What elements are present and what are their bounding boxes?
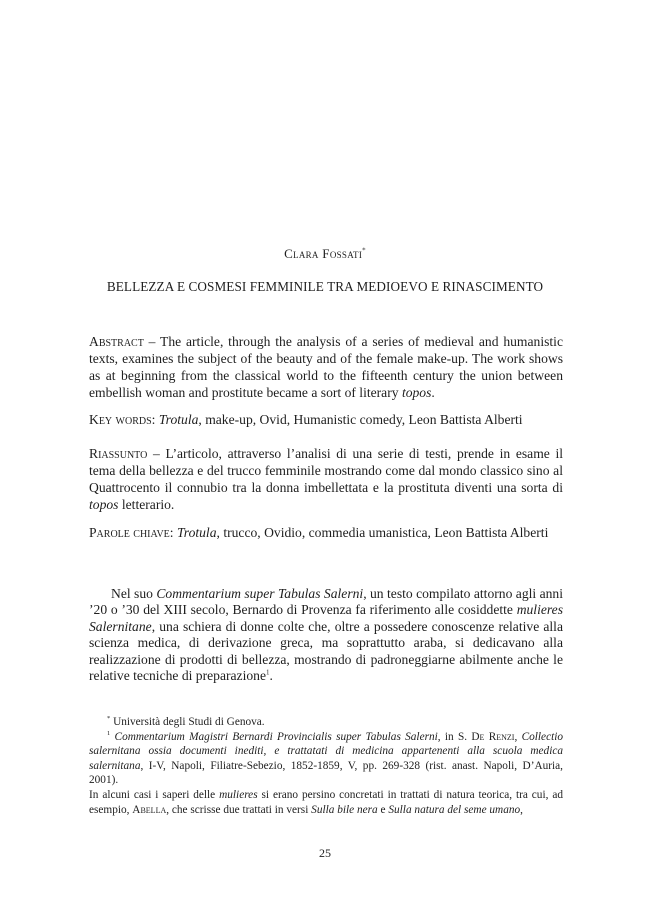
riassunto-paragraph [89,445,563,513]
riassunto-end: letterario. [118,497,175,512]
parole-chiave-paragraph [89,524,563,541]
body-text-b: , un testo compilato attorno agli anni ’20 o ’30 del XIII secolo, Bernardo di Provenza fa riferimento alle cosiddette [89,586,563,618]
footnote-1-text-e: si erano persino concretati in trattati di natura teorica, tra cui, ad esempio, [89,788,563,816]
footnote-1-bile-nera: Sulla bile nera [311,803,378,816]
body-text-c: , una schiera di donne colte che, oltre a possedere conoscenze relative alla scienza medica, di derivazione greca, ma soprattutto araba, si dedicavano alla realizzazione di prodotti di bellezza, mostrando di padroneggiarne abilmente anche le relative tecniche di preparazione [89,618,563,684]
abstract-label: Abstract [89,334,144,349]
footnote-1-text-h: , [520,803,523,816]
abstract-end: . [431,385,435,400]
footnote-1 [89,730,563,788]
article-title: BELLEZZA E COSMESI FEMMINILE TRA MEDIOEVO E RINASCIMENTO [106,279,544,294]
footnote-1-text-d: In alcuni casi i saperi delle [89,788,220,801]
body-paragraph [89,586,563,684]
footnote-1-mulieres: mulieres [219,788,258,801]
footnote-1-commentarium: Commentarium Magistri Bernardi Provincialis super Tabulas Salerni [114,730,438,743]
author-line [0,246,650,262]
footnote-1-abella: Abella [132,803,167,816]
keywords-rest: , make-up, Ovid, Humanistic comedy, Leon Battista Alberti [198,412,523,427]
footnote-1-mark: 1 [107,729,111,737]
abstract-paragraph [89,333,563,401]
body-mulieres-salernitane: mulieres Salernitane [89,602,563,634]
abstract-text: The article, through the analysis of a series of medieval and humanistic texts, examines the subject of the beauty and of the female make-up. The work shows as at beginning from the classical world to the fifteenth century the union between embellish woman and prostitute became a sort of literary [89,334,563,400]
keywords-label: Key words [89,412,152,427]
riassunto-separator: – [147,446,166,461]
footnote-1-text-c: , I-V, Napoli, Filiatre-Sebezio, 1852-1859, V, pp. 269-328 (rist. anast. Napoli, D’Auria, 2001). [89,759,563,787]
riassunto-text: L’articolo, attraverso l’analisi di una serie di testi, prende in esame il tema della bellezza e del trucco femminile mostrando come dal mondo classico sino al Quattrocento il connubio tra la donna imbellettata e la prostituta diventi una sorta di [89,446,563,495]
footnote-1-text-f: , che scrisse due trattati in versi [166,803,312,816]
footnote-affiliation [89,715,563,730]
parole-chiave-label: Parole chiave [89,525,170,540]
parole-chiave-rest: , trucco, Ovidio, commedia umanistica, Leon Battista Alberti [216,525,549,540]
footnote-1-text-b: , [514,730,522,743]
abstract-topos: topos [401,385,432,400]
footnote-1-seme-umano: Sulla natura del seme umano [388,803,521,816]
keywords-separator: : [151,412,159,427]
body-text-end: . [269,668,273,684]
footnotes [89,715,563,817]
parole-chiave-trotula: Trotula [176,525,217,540]
footnote-star-text: Università degli Studi di Genova. [113,716,265,728]
keywords-trotula: Trotula [158,412,199,427]
body-commentarium-title: Commentarium super Tabulas Salerni [156,586,364,601]
parole-chiave-separator: : [169,525,177,540]
page-number: 25 [319,846,331,860]
keywords-paragraph [89,411,563,428]
riassunto-label: Riassunto [89,446,148,461]
footnote-1-continuation [89,788,563,817]
riassunto-topos: topos [89,497,119,512]
footnote-1-collectio-title: Collectio salernitana ossia documenti inediti, e trattatati di medicina appartenenti alla scuola medica salernitana [89,730,564,772]
body-footnote-ref[interactable]: 1 [266,668,270,677]
footnote-1-text-g: e [377,803,389,816]
footnote-1-de-renzi: De Renzi [471,730,515,743]
footnote-star-mark: * [107,715,111,723]
author-footnote-mark: * [362,246,366,255]
body-text-a: Nel suo [111,586,157,601]
footnote-1-text-a: , in S. [437,730,472,743]
author-name: Clara Fossati [284,246,363,261]
abstract-separator: – [143,334,161,349]
